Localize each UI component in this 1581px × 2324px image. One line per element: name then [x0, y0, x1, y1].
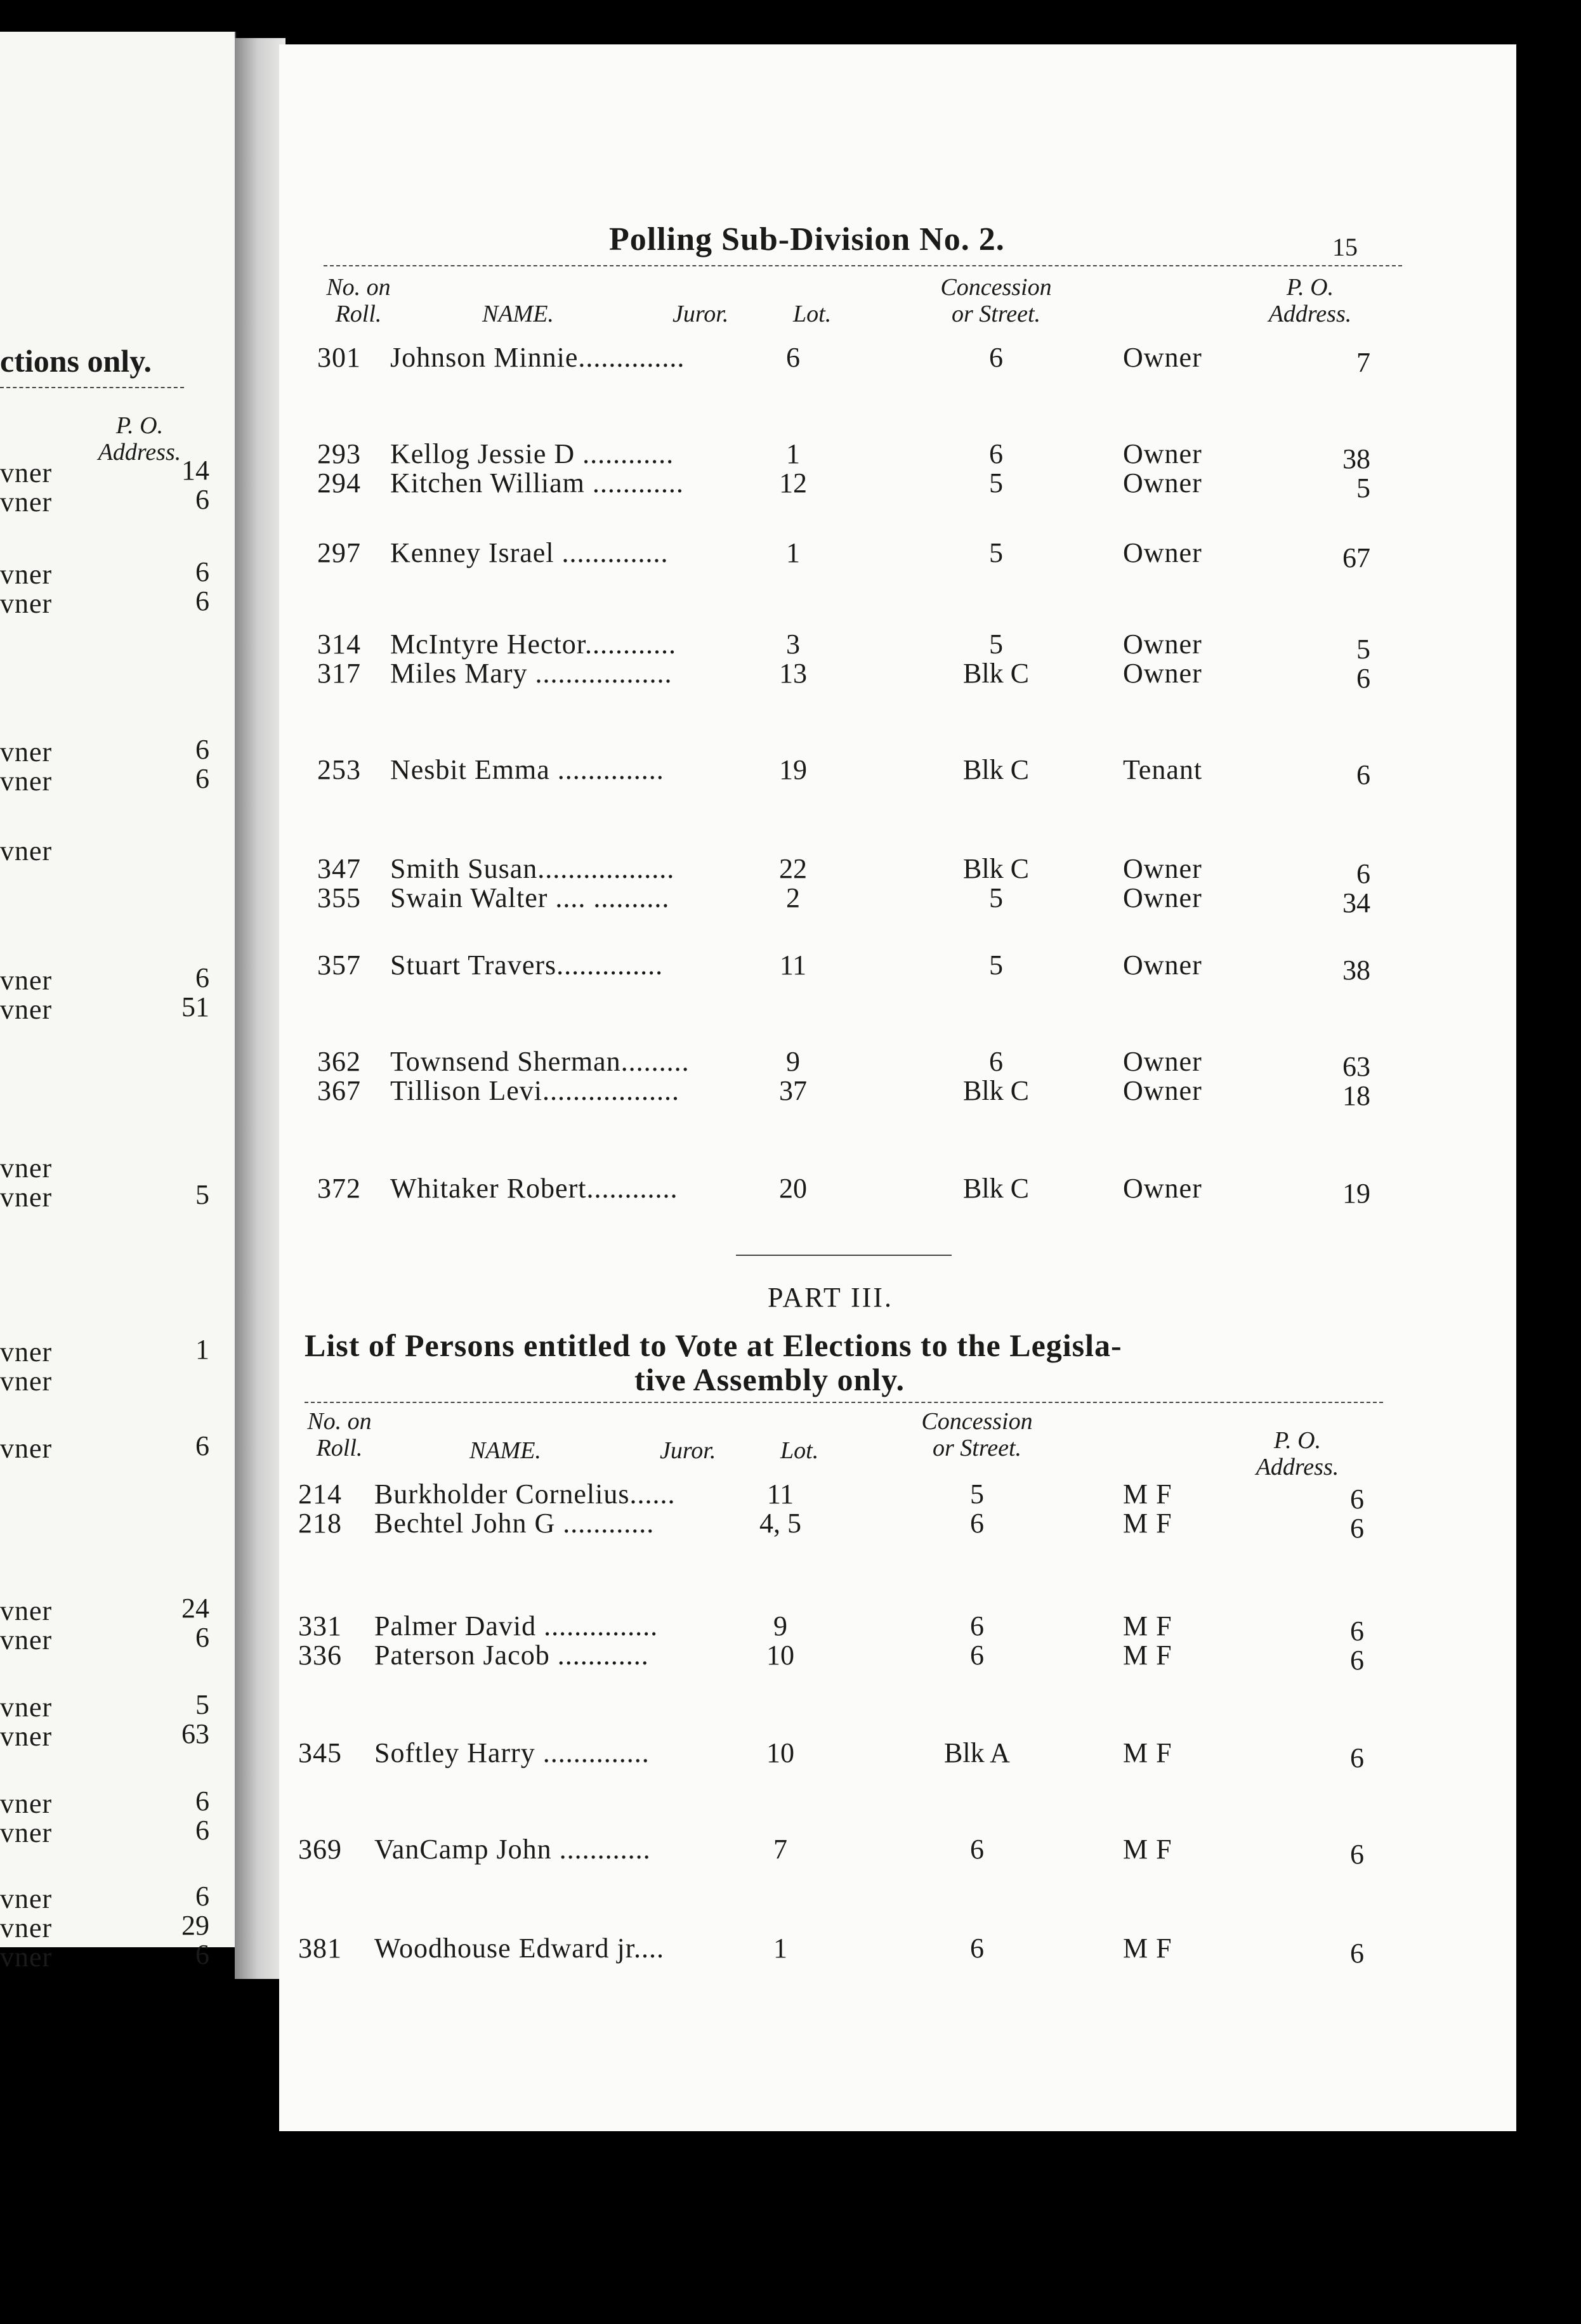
lot-number: 12 — [779, 467, 807, 499]
roll-number: 314 — [317, 629, 361, 660]
running-title: Polling Sub-Division No. 2. — [609, 221, 1005, 258]
po-address: 6 — [1356, 759, 1370, 790]
elector-name: Kitchen William ............ — [390, 467, 684, 499]
elector-name: Softley Harry .............. — [374, 1737, 650, 1768]
po-address: 34 — [1342, 887, 1370, 918]
po-address: 6 — [1350, 1839, 1364, 1870]
status: Owner — [1123, 658, 1202, 689]
left-row-status: vner — [0, 1912, 53, 1943]
roll-number: 294 — [317, 467, 361, 499]
left-row-status: vner — [0, 486, 53, 518]
left-po-header: P. O. Address. — [98, 412, 181, 466]
left-row-status: vner — [0, 1182, 53, 1213]
lot-number: 4, 5 — [759, 1508, 801, 1539]
col-header-po: P. O. Address. — [1268, 274, 1352, 327]
roll-number: 369 — [298, 1834, 342, 1865]
book-gutter — [235, 38, 285, 1979]
po-address: 6 — [1350, 1513, 1364, 1544]
col-header-lot: Lot. — [793, 301, 832, 327]
po-address: 18 — [1342, 1080, 1370, 1111]
left-row-po: 6 — [195, 734, 209, 765]
roll-number: 214 — [298, 1479, 342, 1510]
part3-title-line2: tive Assembly only. — [634, 1362, 905, 1397]
left-row-status: vner — [0, 1942, 53, 1973]
elector-name: Burkholder Cornelius...... — [374, 1479, 676, 1510]
left-row-po: 6 — [195, 1785, 209, 1817]
po-address: 6 — [1356, 858, 1370, 889]
roll-number: 253 — [317, 754, 361, 785]
po-address: 38 — [1342, 955, 1370, 986]
left-row-status: vner — [0, 1817, 53, 1848]
col-header-juror: Juror. — [672, 301, 729, 327]
concession: 5 — [989, 629, 1003, 660]
po-address: 5 — [1356, 473, 1370, 504]
concession: Blk C — [963, 853, 1029, 884]
elector-name: Smith Susan.................. — [390, 853, 675, 884]
left-row-po: 6 — [195, 962, 209, 993]
lot-number: 11 — [779, 950, 807, 981]
lot-number: 7 — [773, 1834, 787, 1865]
concession: Blk A — [944, 1737, 1010, 1768]
concession: 6 — [970, 1640, 984, 1671]
po-address: 19 — [1342, 1178, 1370, 1209]
concession: Blk C — [963, 1075, 1029, 1106]
po-address: 7 — [1356, 347, 1370, 378]
elector-name: VanCamp John ............ — [374, 1834, 651, 1865]
roll-number: 297 — [317, 537, 361, 568]
roll-number: 367 — [317, 1075, 361, 1106]
roll-number: 293 — [317, 438, 361, 469]
status: M F — [1123, 1610, 1172, 1642]
left-row-status: vner — [0, 1595, 53, 1626]
elector-name: Tillison Levi.................. — [390, 1075, 679, 1106]
concession: 5 — [989, 537, 1003, 568]
po-address: 6 — [1350, 1616, 1364, 1647]
po-address: 6 — [1350, 1938, 1364, 1969]
left-row-status: vner — [0, 965, 53, 996]
status: M F — [1123, 1640, 1172, 1671]
lot-number: 1 — [773, 1933, 787, 1964]
roll-number: 347 — [317, 853, 361, 884]
left-row-status: vner — [0, 1152, 53, 1184]
left-row-po: 6 — [195, 1881, 209, 1912]
roll-number: 301 — [317, 342, 361, 373]
lot-number: 19 — [779, 754, 807, 785]
left-row-po: 5 — [195, 1689, 209, 1720]
left-row-status: vner — [0, 457, 53, 488]
col-header-name: NAME. — [482, 301, 554, 327]
roll-number: 317 — [317, 658, 361, 689]
concession: 6 — [970, 1933, 984, 1964]
lot-number: 1 — [786, 438, 800, 469]
left-row-po: 6 — [195, 1815, 209, 1846]
left-row-status: vner — [0, 559, 53, 590]
lot-number: 11 — [766, 1479, 794, 1510]
lot-number: 3 — [786, 629, 800, 660]
page-number: 15 — [1332, 233, 1358, 261]
status: Owner — [1123, 853, 1202, 884]
left-row-status: vner — [0, 766, 53, 797]
lot-number: 20 — [779, 1173, 807, 1204]
po-address: 6 — [1350, 1742, 1364, 1773]
p3-col-header-concession: Concession or Street. — [921, 1408, 1033, 1461]
lot-number: 10 — [766, 1737, 794, 1768]
status: Owner — [1123, 1075, 1202, 1106]
p3-col-header-po: P. O. Address. — [1256, 1427, 1339, 1480]
left-row-po: 6 — [195, 1939, 209, 1970]
left-row-po: 14 — [181, 455, 209, 486]
elector-name: Miles Mary .................. — [390, 658, 672, 689]
left-row-po: 6 — [195, 1430, 209, 1461]
elector-name: Kellog Jessie D ............ — [390, 438, 674, 469]
concession: 6 — [970, 1834, 984, 1865]
left-row-status: vner — [0, 1788, 53, 1819]
concession: 5 — [989, 882, 1003, 913]
left-row-po: 6 — [195, 763, 209, 794]
left-row-status: vner — [0, 1883, 53, 1914]
lot-number: 9 — [786, 1046, 800, 1077]
elector-name: Nesbit Emma .............. — [390, 754, 664, 785]
lot-number: 37 — [779, 1075, 807, 1106]
p3-col-header-name: NAME. — [469, 1437, 541, 1464]
left-row-po: 6 — [195, 585, 209, 617]
status: Owner — [1123, 537, 1202, 568]
right-page — [279, 44, 1516, 2131]
left-row-po: 5 — [195, 1179, 209, 1210]
lot-number: 10 — [766, 1640, 794, 1671]
roll-number: 362 — [317, 1046, 361, 1077]
lot-number: 9 — [773, 1610, 787, 1642]
left-row-status: vner — [0, 1433, 53, 1464]
status: Tenant — [1123, 754, 1203, 785]
roll-number: 331 — [298, 1610, 342, 1642]
concession: Blk C — [963, 754, 1029, 785]
left-row-status: vner — [0, 1366, 53, 1397]
left-row-po: 63 — [181, 1718, 209, 1749]
left-row-status: vner — [0, 1721, 53, 1752]
elector-name: Paterson Jacob ............ — [374, 1640, 649, 1671]
left-row-po: 51 — [181, 991, 209, 1022]
concession: Blk C — [963, 1173, 1029, 1204]
elector-name: Kenney Israel .............. — [390, 537, 669, 568]
lot-number: 22 — [779, 853, 807, 884]
p3-col-header-roll: No. on Roll. — [307, 1408, 372, 1461]
roll-number: 372 — [317, 1173, 361, 1204]
lot-number: 6 — [786, 342, 800, 373]
po-address: 67 — [1342, 542, 1370, 573]
po-address: 63 — [1342, 1051, 1370, 1082]
elector-name: Woodhouse Edward jr.... — [374, 1933, 664, 1964]
left-row-status: vner — [0, 835, 53, 866]
left-row-status: vner — [0, 736, 53, 767]
left-row-status: vner — [0, 1692, 53, 1723]
roll-number: 218 — [298, 1508, 342, 1539]
col-header-concession: Concession or Street. — [940, 274, 1052, 327]
left-row-status: vner — [0, 588, 53, 619]
status: Owner — [1123, 629, 1202, 660]
status: Owner — [1123, 467, 1202, 499]
left-row-po: 29 — [181, 1910, 209, 1941]
status: M F — [1123, 1508, 1172, 1539]
roll-number: 345 — [298, 1737, 342, 1768]
elector-name: Bechtel John G ............ — [374, 1508, 655, 1539]
left-title-fragment: ctions only. — [0, 343, 152, 379]
left-row-po: 6 — [195, 556, 209, 587]
status: Owner — [1123, 882, 1202, 913]
left-row-status: vner — [0, 1336, 53, 1368]
part3-heading: PART III. — [768, 1282, 893, 1313]
concession: 6 — [970, 1610, 984, 1642]
lot-number: 1 — [786, 537, 800, 568]
elector-name: Stuart Travers.............. — [390, 950, 664, 981]
po-address: 6 — [1350, 1645, 1364, 1676]
left-row-po: 6 — [195, 484, 209, 515]
left-page — [0, 32, 236, 1973]
lot-number: 2 — [786, 882, 800, 913]
col-header-roll: No. on Roll. — [326, 274, 391, 327]
roll-number: 336 — [298, 1640, 342, 1671]
elector-name: Johnson Minnie.............. — [390, 342, 685, 373]
concession: 6 — [970, 1508, 984, 1539]
left-row-po: 6 — [195, 1622, 209, 1653]
status: Owner — [1123, 438, 1202, 469]
roll-number: 381 — [298, 1933, 342, 1964]
status: Owner — [1123, 950, 1202, 981]
status: M F — [1123, 1834, 1172, 1865]
part3-title-line1: List of Persons entitled to Vote at Elections to the Legisla- — [305, 1328, 1122, 1363]
left-row-status: vner — [0, 994, 53, 1025]
concession: 6 — [989, 438, 1003, 469]
status: Owner — [1123, 342, 1202, 373]
concession: Blk C — [963, 658, 1029, 689]
elector-name: Palmer David ............... — [374, 1610, 659, 1642]
status: M F — [1123, 1933, 1172, 1964]
po-address: 6 — [1356, 663, 1370, 694]
p3-col-header-lot: Lot. — [780, 1437, 819, 1464]
po-address: 5 — [1356, 634, 1370, 665]
lot-number: 13 — [779, 658, 807, 689]
elector-name: Swain Walter .... .......... — [390, 882, 670, 913]
p3-col-header-juror: Juror. — [660, 1437, 716, 1464]
left-row-po: 24 — [181, 1593, 209, 1624]
concession: 6 — [989, 342, 1003, 373]
left-row-po: 1 — [195, 1334, 209, 1365]
concession: 5 — [989, 950, 1003, 981]
elector-name: McIntyre Hector............ — [390, 629, 676, 660]
status: Owner — [1123, 1046, 1202, 1077]
po-address: 38 — [1342, 443, 1370, 474]
roll-number: 355 — [317, 882, 361, 913]
elector-name: Townsend Sherman......... — [390, 1046, 690, 1077]
concession: 5 — [970, 1479, 984, 1510]
status: Owner — [1123, 1173, 1202, 1204]
roll-number: 357 — [317, 950, 361, 981]
left-row-status: vner — [0, 1624, 53, 1655]
concession: 5 — [989, 467, 1003, 499]
elector-name: Whitaker Robert............ — [390, 1173, 678, 1204]
po-address: 6 — [1350, 1484, 1364, 1515]
concession: 6 — [989, 1046, 1003, 1077]
status: M F — [1123, 1737, 1172, 1768]
status: M F — [1123, 1479, 1172, 1510]
